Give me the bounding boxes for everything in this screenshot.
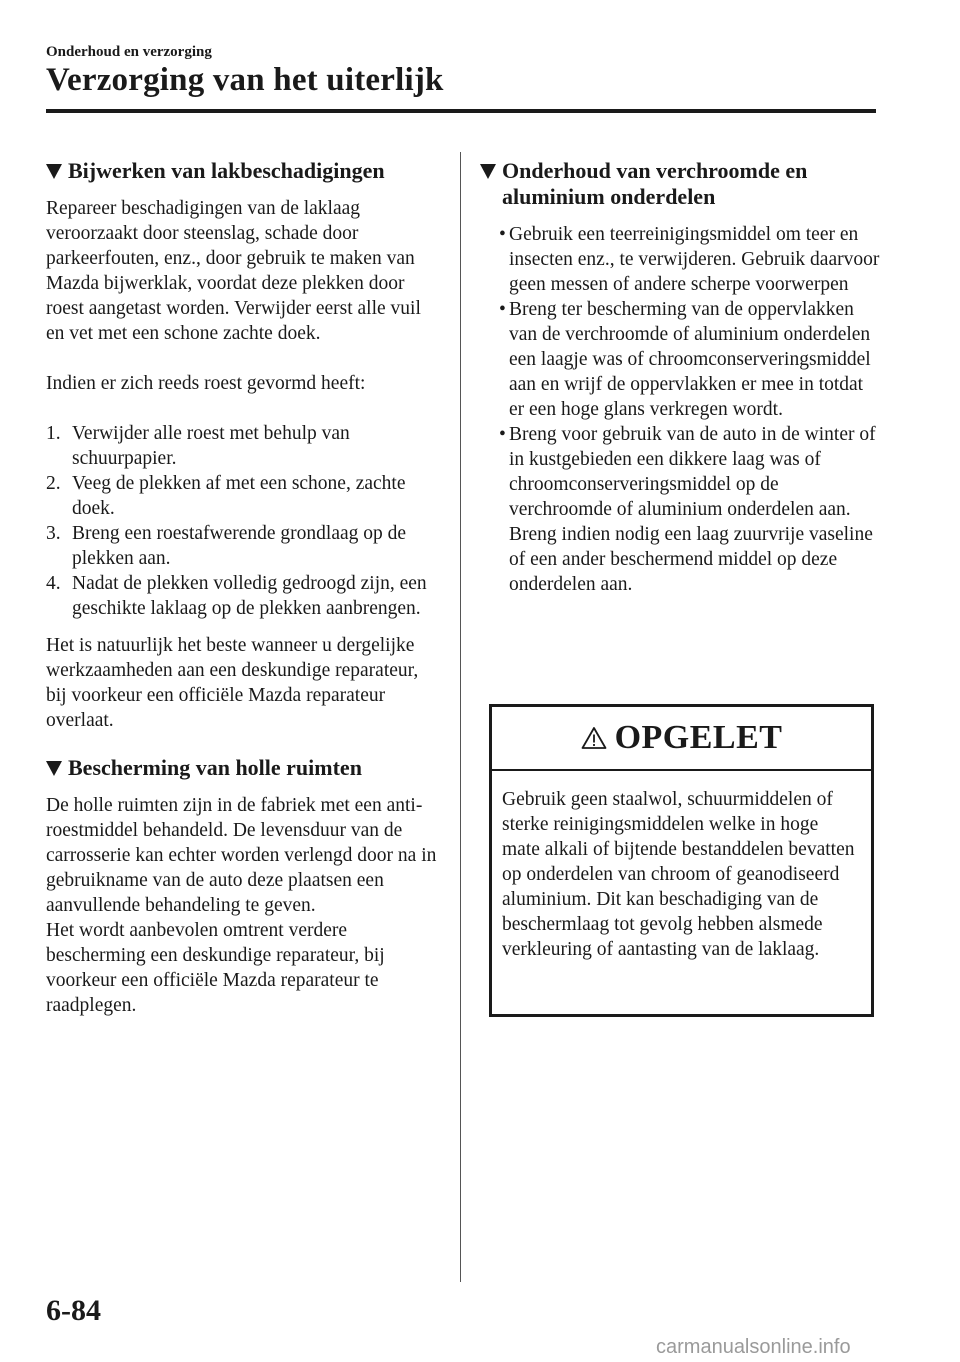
section-heading-paint-repair xyxy=(46,158,442,184)
page-number: 6-84 xyxy=(46,1294,101,1327)
list-item xyxy=(46,471,442,521)
section-heading-chrome-care xyxy=(480,158,880,210)
step-number: 2. xyxy=(46,473,61,494)
column-divider xyxy=(460,152,461,1282)
cavity-protection-para1: De holle ruimten zijn in de fabriek met een anti-roestmiddel behandeld. De levensduur van de carrosserie kan echter worden verlengd door na in gebruikname van de auto deze plaatsen een aanvullende behandeling te geven. xyxy=(46,795,437,916)
chapter-label: Onderhoud en verzorging xyxy=(46,44,212,60)
caution-box xyxy=(489,704,874,1017)
list-item xyxy=(46,571,442,621)
bullet-icon: • xyxy=(499,224,506,245)
step-text: Nadat de plekken volledig gedroogd zijn, een geschikte laklaag op de plekken aanbrengen. xyxy=(72,573,427,619)
step-text: Verwijder alle roest met behulp van schuurpapier. xyxy=(72,423,350,469)
step-number: 1. xyxy=(46,423,61,444)
warning-triangle-icon xyxy=(581,726,607,750)
right-column xyxy=(480,158,880,597)
list-item xyxy=(46,521,442,571)
caution-header xyxy=(492,707,871,771)
step-text: Veeg de plekken af met een schone, zachte doek. xyxy=(72,473,406,519)
bullet-text: Breng ter bescherming van de oppervlakken van de verchroomde of aluminium onderdelen een laagje was of chroomconserveringsmiddel aan en wrijf de oppervlakken er mee in totdat er een hoge glans verkregen wordt. xyxy=(509,299,871,420)
section-heading-text: Onderhoud van verchroomde en aluminium onderdelen xyxy=(502,158,808,209)
list-item xyxy=(480,297,880,422)
step-number: 3. xyxy=(46,523,61,544)
list-item xyxy=(46,421,442,471)
left-column xyxy=(46,158,442,1018)
bullet-text: Breng voor gebruik van de auto in de winter of in kustgebieden een dikkere laag was of chroomconserveringsmiddel op de verchroomde of aluminium onderdelen aan. Breng indien nodig een laag zuurvrije vaseline of een ander beschermend middel op deze onderdelen aan. xyxy=(509,424,876,595)
section-triangle-icon xyxy=(46,761,62,776)
list-item xyxy=(480,222,880,297)
section-heading-text: Bescherming van holle ruimten xyxy=(68,755,362,780)
bullet-text: Gebruik een teerreinigingsmiddel om teer en insecten enz., te verwijderen. Gebruik daarvoor geen messen of andere scherpe voorwerpen xyxy=(509,224,880,295)
cavity-protection-para2: Het wordt aanbevolen omtrent verdere bescherming een deskundige reparateur, bij voorkeur een officiële Mazda reparateur te raadplegen. xyxy=(46,920,385,1016)
bullet-icon: • xyxy=(499,299,506,320)
watermark: carmanualsonline.info xyxy=(656,1336,851,1358)
page-title: Verzorging van het uiterlijk xyxy=(46,62,444,98)
section-triangle-icon xyxy=(46,164,62,179)
caution-text: Gebruik geen staalwol, schuurmiddelen of sterke reinigingsmiddelen welke in hoge mate alkali of bijtende bestanddelen bevatten op onderdelen van chroom of geanodiseerd aluminium. Dit kan beschadiging van de beschermlaag tot gevolg hebben alsmede verkleuring of aantasting van de laklaag. xyxy=(502,789,855,960)
list-item xyxy=(480,422,880,597)
step-text: Breng een roestafwerende grondlaag op de plekken aan. xyxy=(72,523,407,569)
section-heading-text: Bijwerken van lakbeschadigingen xyxy=(68,158,385,183)
caution-title: OPGELET xyxy=(614,719,783,756)
chrome-care-bullets xyxy=(480,222,880,597)
bullet-icon: • xyxy=(499,424,506,445)
section-triangle-icon xyxy=(480,164,496,179)
step-number: 4. xyxy=(46,573,61,594)
rust-repair-steps xyxy=(46,421,442,621)
paint-repair-outro: Het is natuurlijk het beste wanneer u dergelijke werkzaamheden aan een deskundige reparateur, bij voorkeur een officiële Mazda reparateur overlaat. xyxy=(46,635,419,731)
paint-repair-intro: Repareer beschadigingen van de laklaag veroorzaakt door steenslag, schade door parkeerfouten, enz., door gebruik te maken van Mazda bijwerklak, voordat deze plekken door roest aangetast worden. Verwijder eerst alle vuil en vet met een schone zachte doek. xyxy=(46,198,421,344)
section-heading-cavity-protection xyxy=(46,755,442,781)
header-rule xyxy=(46,109,876,113)
rust-note: Indien er zich reeds roest gevormd heeft: xyxy=(46,373,366,394)
